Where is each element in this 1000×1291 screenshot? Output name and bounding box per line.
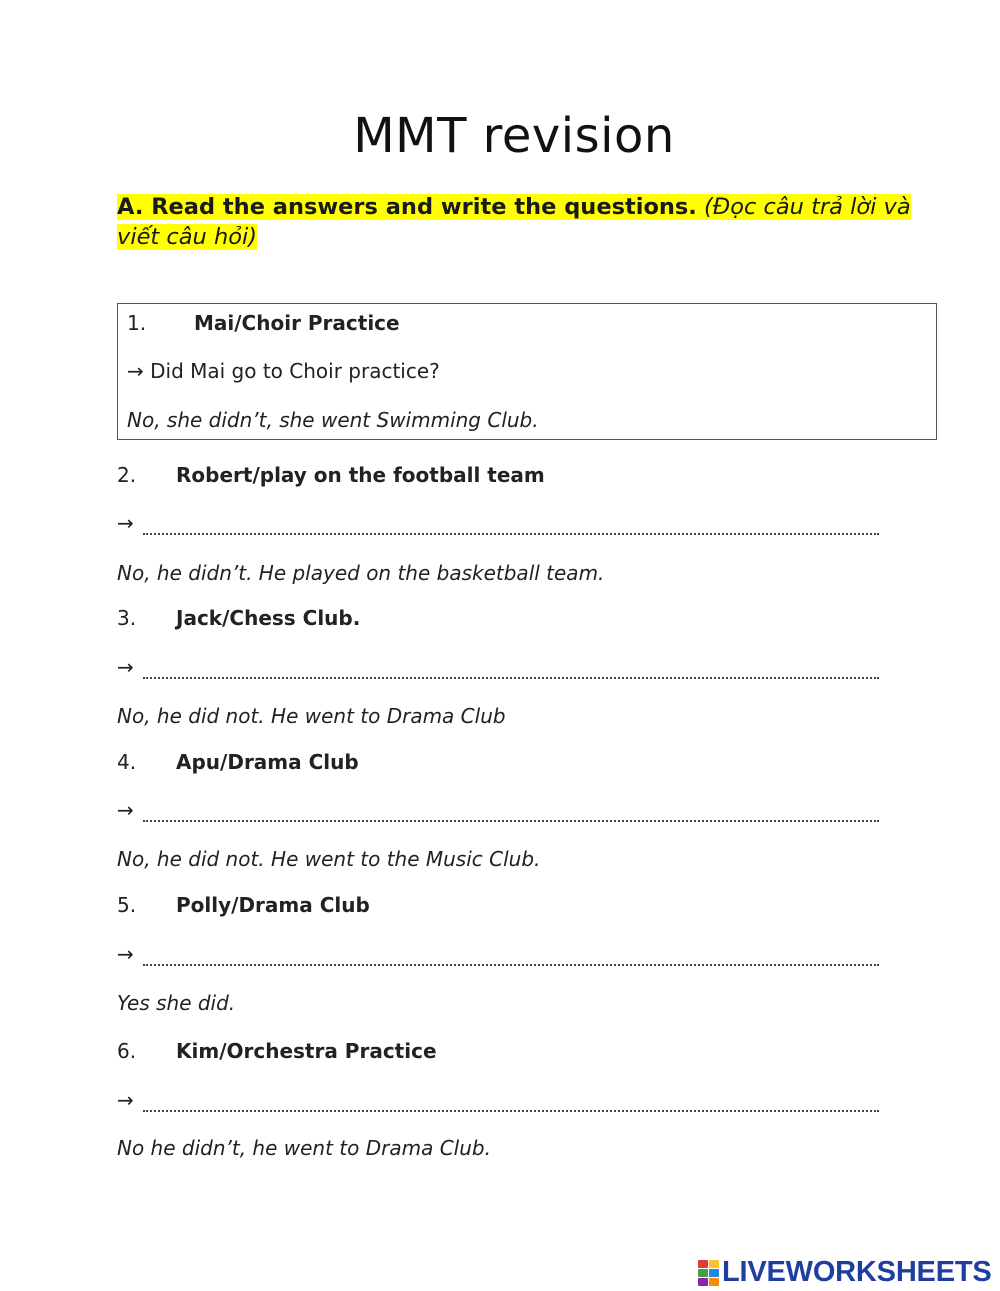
arrow-icon: → (117, 798, 134, 822)
answer-line (117, 511, 134, 535)
logo-block (709, 1278, 719, 1286)
arrow-icon: → (117, 1088, 134, 1112)
example-prompt: Mai/Choir Practice (194, 311, 400, 335)
answer-line (117, 942, 134, 966)
item-number: 6. (117, 1039, 137, 1063)
logo-block (709, 1260, 719, 1268)
answer-input-5[interactable] (143, 942, 879, 966)
answer-input-4[interactable] (143, 798, 879, 822)
item-prompt: Robert/play on the football team (176, 463, 545, 487)
instruction-translation: (Đọc câu trả lời và viết câu hỏi) (117, 194, 911, 250)
answer-line (117, 798, 134, 822)
answer-line (117, 1088, 134, 1112)
example-question: → Did Mai go to Choir practice? (127, 359, 440, 383)
arrow-icon: → (117, 655, 134, 679)
item-prompt: Polly/Drama Club (176, 893, 370, 917)
example-number: 1. (127, 311, 147, 335)
answer-line (117, 655, 134, 679)
item-number: 3. (117, 606, 137, 630)
answer-input-2[interactable] (143, 511, 879, 535)
logo-block (698, 1269, 708, 1277)
item-answer: Yes she did. (117, 991, 236, 1015)
exercise-items (117, 0, 897, 1291)
item-prompt: Jack/Chess Club. (176, 606, 361, 630)
instruction-text: A. Read the answers and write the questions. (117, 194, 697, 220)
page-title: MMT revision (353, 108, 675, 164)
item-prompt: Apu/Drama Club (176, 750, 359, 774)
item-number: 2. (117, 463, 137, 487)
item-answer: No, he did not. He went to the Music Club. (117, 847, 541, 871)
logo-block (698, 1260, 708, 1268)
logo-text: LIVEWORKSHEETS (722, 1256, 992, 1288)
answer-input-6[interactable] (143, 1088, 879, 1112)
item-answer: No he didn’t, he went to Drama Club. (117, 1136, 491, 1160)
item-number: 5. (117, 893, 137, 917)
answer-input-3[interactable] (143, 655, 879, 679)
item-answer: No, he didn’t. He played on the basketball team. (117, 561, 605, 585)
logo-block (698, 1278, 708, 1286)
logo-block (709, 1269, 719, 1277)
item-number: 4. (117, 750, 137, 774)
arrow-icon: → (117, 511, 134, 535)
liveworksheets-logo (698, 1256, 992, 1289)
arrow-icon: → (117, 942, 134, 966)
logo-blocks-icon (698, 1260, 719, 1286)
item-answer: No, he did not. He went to Drama Club (117, 704, 506, 728)
item-prompt: Kim/Orchestra Practice (176, 1039, 437, 1063)
example-answer: No, she didn’t, she went Swimming Club. (127, 408, 539, 432)
